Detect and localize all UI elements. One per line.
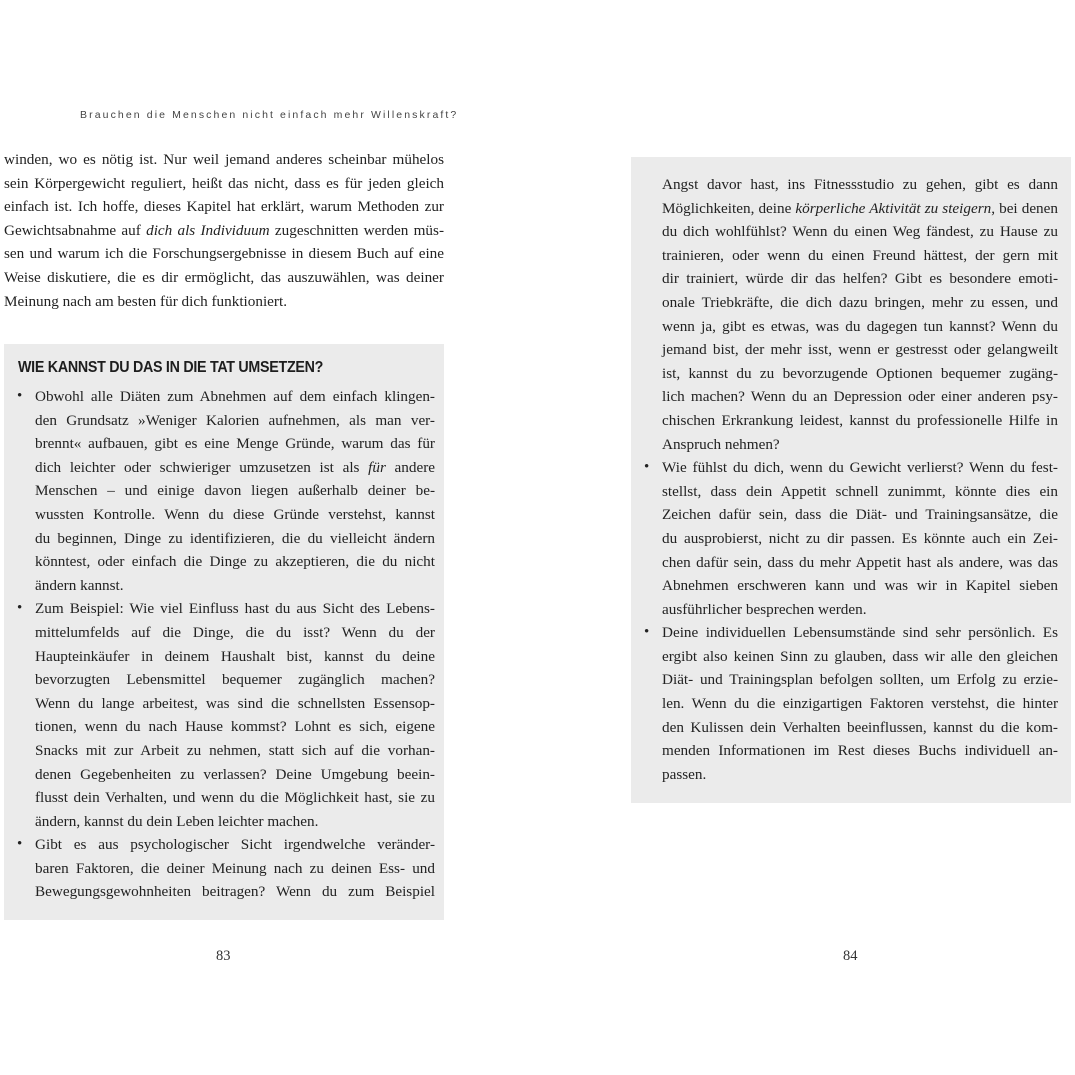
text-line: stellst, dass dein Appetit schnell zunimmt, könnte dies ein (662, 482, 1058, 500)
text-line: sein Körpergewicht reguliert, heißt das nicht, dass es für jeden gleich (4, 174, 444, 192)
text-line: einfach ist. Ich hoffe, dieses Kapitel hat erklärt, warum Methoden zur (4, 198, 444, 216)
bullet-dot-icon: • (17, 836, 23, 853)
text-segment: dich leichter oder schwieriger umzusetzen ist als (35, 458, 369, 476)
text-line: Obwohl alle Diäten zum Abnehmen auf dem einfach klingen- (35, 388, 435, 405)
text-line: denen Gegebenheiten zu verlassen? Deine Umgebung beein- (35, 765, 435, 783)
text-line: bevorzugten Lebensmittel bequemer zugänglich machen? (35, 671, 435, 689)
text-line: ändern kannst. (35, 576, 124, 594)
text-line: chen dafür sein, dass du mehr Appetit hast als andere, was das (662, 553, 1058, 571)
text-line: menden Informationen im Rest dieses Buchs individuell an- (662, 742, 1058, 760)
text-line: wenn ja, gibt es etwas, was du dagegen tun kannst? Wenn du (662, 317, 1058, 335)
text-line: sen und warum ich die Forschungsergebnisse in diesem Buch auf eine (4, 245, 444, 263)
page-number-right: 84 (843, 948, 858, 964)
text-line: Wie fühlst du dich, wenn du Gewicht verlierst? Wenn du fest- (662, 459, 1058, 477)
text-line: brennt« aufbauen, gibt es eine Menge Gründe, warum das für (35, 435, 435, 453)
text-line: trainieren, oder wenn du einen Freund hättest, der gern mit (662, 246, 1058, 264)
text-line: Weise diskutiere, die es dir ermöglicht, das auszuwählen, was deiner (4, 268, 444, 286)
text-line: Wenn du lange arbeitest, was sind die schnellsten Essensop- (35, 694, 435, 712)
text-line: den Grundsatz »Weniger Kalorien aufnehmen, als man ver- (35, 411, 435, 429)
text-line: flusst dein Verhalten, und wenn du die Möglichkeit hast, sie zu (35, 789, 435, 807)
text-line (35, 456, 435, 480)
italic-emphasis: dich als Individuum (146, 221, 270, 239)
text-line: ausführlicher besprechen werden. (662, 600, 867, 618)
text-line: Angst davor hast, ins Fitnessstudio zu gehen, gibt es dann (662, 176, 1058, 193)
text-line: lich machen? Wenn du an Depression oder einer anderen psy- (662, 388, 1058, 406)
text-line: Gibt es aus psychologischer Sicht irgendwelche veränder- (35, 836, 435, 854)
text-line (662, 197, 1058, 221)
text-line: mittelumfelds auf die Dinge, die du isst? Wenn du der (35, 623, 435, 641)
text-line: du dich wohlfühlst? Wenn du einen Weg fändest, zu Hause zu (662, 223, 1058, 241)
text-line (4, 219, 444, 243)
text-line: len. Wenn du die einzigartigen Faktoren verstehst, die hinter (662, 695, 1058, 713)
text-line: Abnehmen erschweren kann und was wir in Kapitel sieben (662, 577, 1058, 595)
left-action-box (4, 344, 444, 920)
text-line: winden, wo es nötig ist. Nur weil jemand anderes scheinbar mühelos (4, 151, 444, 168)
page-number-left: 83 (216, 948, 231, 964)
text-line: Meinung nach am besten für dich funktioniert. (4, 292, 288, 310)
text-line: tionen, wenn du nach Hause kommst? Lohnt es sich, eigene (35, 718, 435, 736)
text-line: ergibt also keinen Sinn zu glauben, dass wir alle den gleichen (662, 647, 1058, 665)
text-segment: zugeschnitten werden müs- (269, 221, 444, 239)
bullet-dot-icon: • (17, 388, 23, 404)
text-line: jemand bist, der mehr isst, wenn er gestresst oder gelangweilt (662, 341, 1058, 359)
text-line: Diät- und Trainingsplan befolgen sollten, um Erfolg zu erzie- (662, 671, 1058, 689)
text-line: Anspruch nehmen? (662, 435, 780, 453)
bullet-dot-icon: • (644, 624, 650, 641)
bullet-item (17, 833, 435, 904)
text-line: passen. (662, 765, 707, 783)
text-line: Bewegungsgewohnheiten beitragen? Wenn du zum Beispiel (35, 883, 435, 901)
text-line: du ausprobierst, nicht zu dir passen. Es könnte auch ein Zei- (662, 529, 1058, 547)
text-line: onale Triebkräfte, die dich dazu bringen, mehr zu essen, und (662, 293, 1058, 311)
left-intro-paragraph (4, 148, 444, 313)
text-segment: Gewichtsabnahme auf (4, 221, 147, 239)
bullet-dot-icon: • (644, 459, 650, 476)
text-line: Snacks mit zur Arbeit zu nehmen, statt sich auf die vorhan- (35, 741, 435, 759)
text-line: dir trainiert, würde dir das helfen? Gibt es besondere emoti- (662, 270, 1058, 288)
text-line: Haupteinkäufer in deinem Haushalt bist, kannst du deine (35, 647, 435, 665)
text-line: Deine individuellen Lebensumstände sind sehr persönlich. Es (662, 624, 1058, 642)
text-line: Zeichen dafür sein, dass die Diät- und Trainingsansätze, die (662, 506, 1058, 524)
text-line: könntest, oder einfach die Dinge zu akzeptieren, die du nicht (35, 553, 435, 571)
running-head: Brauchen die Menschen nicht einfach mehr Willenskraft? (80, 109, 459, 121)
action-box-title: WIE KANNST DU DAS IN DIE TAT UMSETZEN? (18, 359, 324, 376)
right-action-box (631, 157, 1071, 803)
text-segment: andere (385, 458, 435, 476)
bullet-item (17, 385, 435, 597)
text-line: Menschen – und einige davon liegen außerhalb deiner be- (35, 482, 435, 500)
text-line: chischen Erkrankung leidest, kannst du professionelle Hilfe in (662, 411, 1058, 429)
text-segment: Möglichkeiten, deine (662, 199, 796, 217)
left-bullet-list (17, 385, 435, 904)
bullet-item (17, 597, 435, 833)
right-bullet-list (644, 456, 1058, 786)
text-line: wussten Kontrolle. Wenn du diese Gründe verstehst, kannst (35, 505, 435, 523)
text-line: den Kulissen dein Verhalten beeinflussen, kannst du die kom- (662, 718, 1058, 736)
text-line: ist, kannst du zu bevorzugende Optionen bequemer zugäng- (662, 364, 1058, 382)
text-line: baren Faktoren, die deiner Meinung nach zu deinen Ess- und (35, 859, 435, 877)
text-segment: , bei denen (991, 199, 1058, 217)
text-line: du beginnen, Dinge zu identifizieren, die du vielleicht ändern (35, 529, 435, 547)
italic-emphasis: für (368, 458, 386, 476)
italic-emphasis: körperliche Aktivität zu steigern (795, 199, 992, 217)
right-box-content (644, 173, 1058, 786)
bullet-item (644, 621, 1058, 786)
text-line: Zum Beispiel: Wie viel Einfluss hast du aus Sicht des Lebens- (35, 600, 435, 618)
text-line: ändern, kannst du dein Leben leichter machen. (35, 812, 319, 830)
bullet-item (644, 456, 1058, 621)
right-continuation-paragraph (662, 173, 1058, 456)
bullet-dot-icon: • (17, 600, 23, 617)
